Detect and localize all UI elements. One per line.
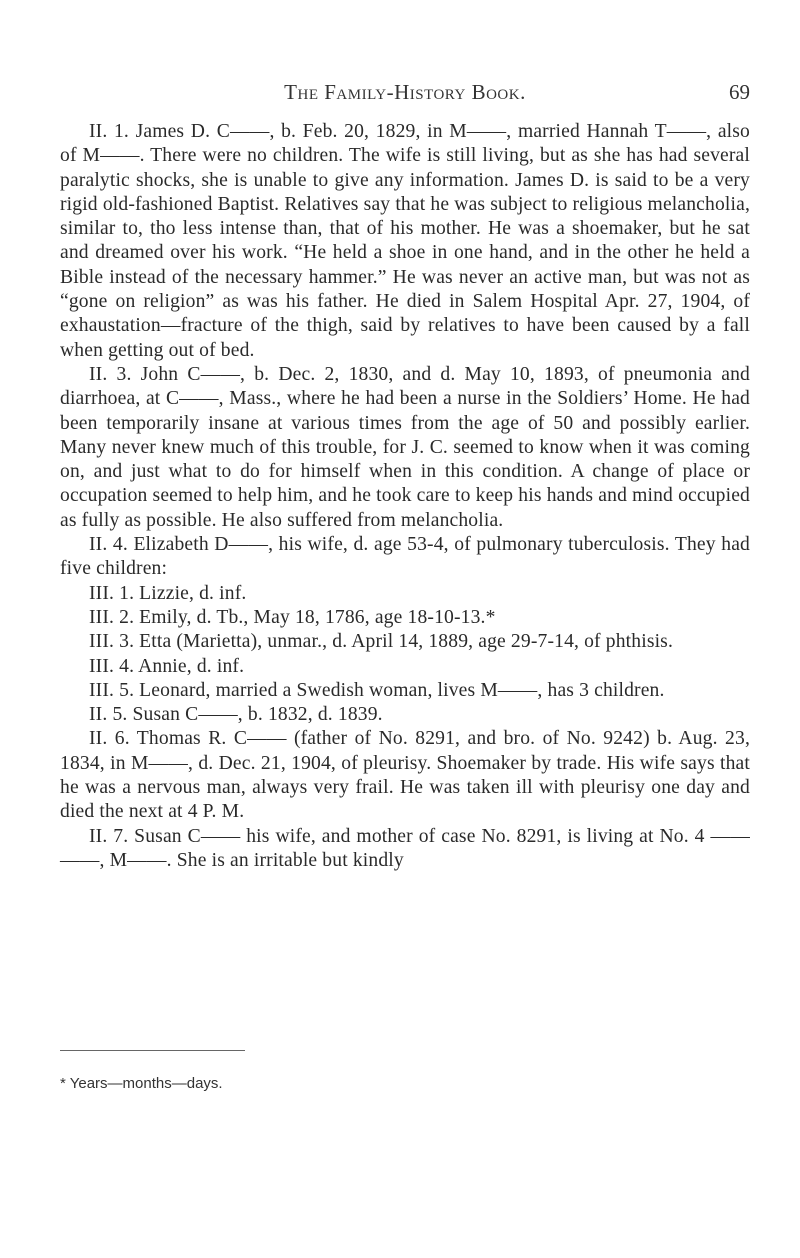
entry-etta: III. 3. Etta (Marietta), unmar., d. April 14, 1889, age 29-7-14, of phthisis. — [89, 631, 674, 653]
entry-elizabeth: II. 4. Elizabeth D——, his wife, d. age 53-4, of pulmonary tuberculosis. They had five children: — [60, 534, 750, 580]
entry-emily: III. 2. Emily, d. Tb., May 18, 1786, age 18-10-13.* — [89, 606, 496, 628]
entry-john: II. 3. John C——, b. Dec. 2, 1830, and d. May 10, 1893, of pneumonia and diarrhoea, at C——, Mass., where he had been a nurse in the Soldiers’ Home. He had been temporarily insane at various times from the age of 50 and possibly earlier. Many never knew much of this trouble, for J. C. seemed to know when it was coming on, and just what to do for himself when in this condition. A change of place or occupation seemed to help him, and he took care to keep his hands and mind occupied as fully as possible. He also suffered from melancholia. — [60, 363, 750, 531]
running-head — [60, 80, 750, 110]
page-number: 69 — [729, 80, 750, 104]
running-title: The Family-History Book. — [284, 80, 526, 104]
entry-leonard: III. 5. Leonard, married a Swedish woman, lives M——, has 3 children. — [89, 679, 665, 701]
footnote: * Years—months—days. — [60, 1075, 223, 1092]
entry-thomas: II. 6. Thomas R. C—— (father of No. 8291, and bro. of No. 9242) b. Aug. 23, 1834, in M——, d. Dec. 21, 1904, of pleurisy. Shoemaker by trade. His wife says that he was a nervous man, always very frail. He was taken ill with pleurisy one day and died the next at 4 P. M. — [60, 728, 750, 823]
entry-lizzie: III. 1. Lizzie, d. inf. — [89, 582, 247, 604]
entry-susan-sister: II. 5. Susan C——, b. 1832, d. 1839. — [89, 704, 383, 726]
entry-susan-wife: II. 7. Susan C—— his wife, and mother of case No. 8291, is living at No. 4 —— ——, M——. She is an irritable but kindly — [60, 825, 750, 871]
entry-annie: III. 4. Annie, d. inf. — [89, 655, 245, 677]
body-text — [60, 120, 750, 873]
footnote-divider — [60, 1050, 245, 1051]
entry-james: II. 1. James D. C——, b. Feb. 20, 1829, in M——, married Hannah T——, also of M——. There were no children. The wife is still living, but as she has had several paralytic shocks, she is unable to give any information. James D. is said to be a very rigid old-fashioned Baptist. Relatives say that he was subject to religious melancholia, similar to, tho less intense than, that of his mother. He was a shoemaker, but he sat and dreamed over his work. “He held a shoe in one hand, and in the other he held a Bible instead of the necessary hammer.” He was never an active man, but was not as “gone on religion” as was his father. He died in Salem Hospital Apr. 27, 1904, of exhaustation—fracture of the thigh, said by relatives to have been caused by a fall when getting out of bed. — [60, 121, 750, 361]
